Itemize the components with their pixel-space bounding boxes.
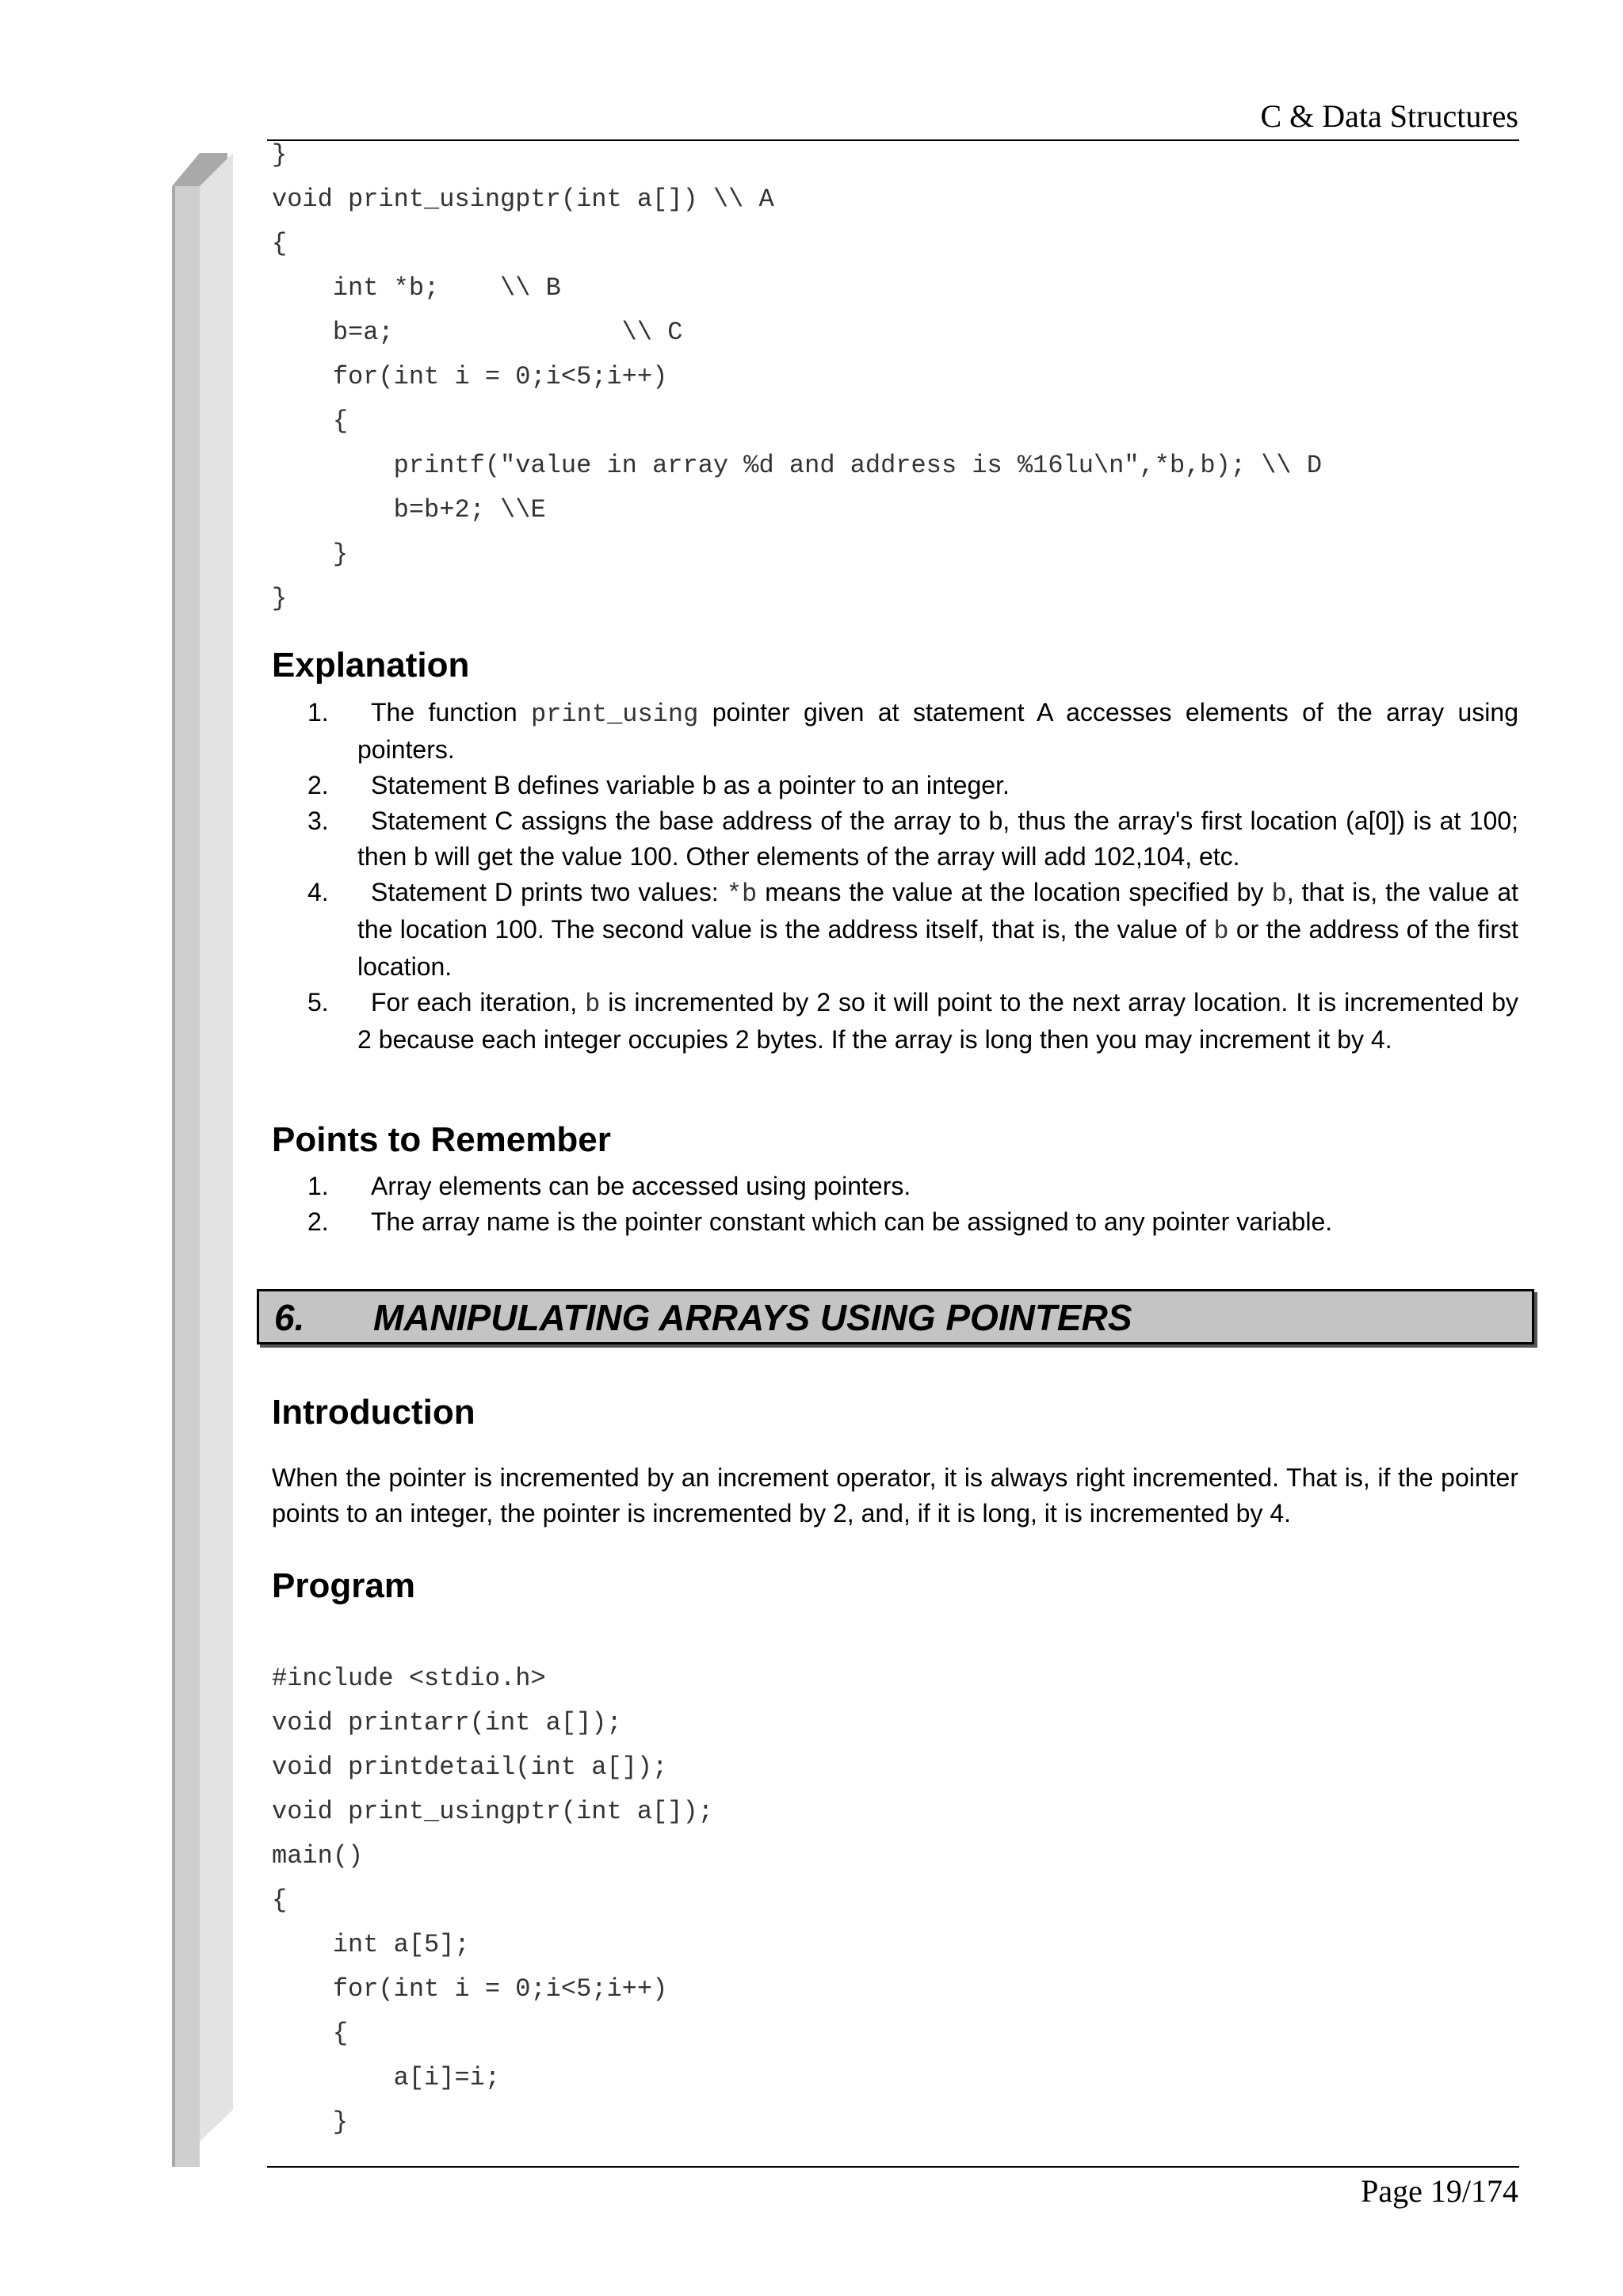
item-number: 4. [307,878,329,906]
running-header: C & Data Structures [1260,98,1518,134]
item-text [357,698,1518,764]
text-run: The function [371,698,532,727]
code-line: main() [272,1841,364,1871]
code-line: { [272,406,349,436]
item-text [357,878,1518,981]
item-text [357,807,1518,871]
item-number: 3. [307,807,329,835]
text-run: or the address of the first location. [357,915,1519,981]
code-line: int *b; \\ B [272,273,561,303]
inline-code: print_using [531,700,699,729]
text-run: means the value at the location specified by [757,878,1272,906]
code-line: void printarr(int a[]); [272,1708,622,1737]
footer-rule [267,2166,1519,2168]
list-item [272,1169,1518,1204]
code-line: for(int i = 0;i<5;i++) [272,362,668,391]
code-line: void print_usingptr(int a[]) \\ A [272,185,774,214]
text-run: pointer given at statement A accesses elements of the array using pointers. [357,698,1519,764]
text-run: Statement C assigns the base address of the array to b, thus the array's first location (a[0]) is at 100; then b will get the value 100. Other elements of the array will add 102,104, etc. [357,807,1518,871]
text-run: is incremented by 2 so it will point to the next array location. It is incremented by 2 because each integer occupies 2 bytes. If the array is long then you may increment it by 4. [357,988,1519,1054]
explanation-heading: Explanation [272,646,470,685]
page-number: Page 19/174 [1361,2173,1518,2209]
code-line: for(int i = 0;i<5;i++) [272,1974,668,2004]
explanation-list [272,695,1518,1058]
item-text [357,988,1518,1054]
introduction-heading: Introduction [272,1393,475,1432]
list-item [272,875,1518,985]
code-line: a[i]=i; [272,2063,501,2092]
inline-code: b [1213,917,1229,946]
program-heading: Program [272,1566,415,1605]
code-line: { [272,1886,288,1915]
item-number: 2. [307,771,329,799]
code-line: printf("value in array %d and address is %16lu\n",*b,b); \\ D [272,451,1323,480]
code-line: } [272,540,349,569]
code-line: b=b+2; \\E [272,495,546,524]
text-run: Statement D prints two values: [371,878,727,906]
list-item [272,985,1518,1058]
code-line: } [272,2107,349,2137]
text-run: , that is, the value at the location 100. The second value is the address itself, that is, the value of [357,878,1519,944]
code-line: } [272,140,288,170]
code-line: int a[5]; [272,1930,470,1959]
section-title: MANIPULATING ARRAYS USING POINTERS [373,1297,1132,1338]
section-heading [257,1289,1534,1344]
list-item [272,803,1518,875]
code-line: { [272,229,288,258]
code-listing-program [272,1657,713,2145]
list-item [272,695,1518,768]
item-number: 1. [307,698,329,727]
section-number: 6. [274,1297,305,1338]
code-line: b=a; \\ C [272,318,683,347]
code-line: void print_usingptr(int a[]); [272,1797,713,1826]
item-number: 1. [307,1172,329,1200]
code-line: #include <stdio.h> [272,1664,546,1693]
text-run: Statement B defines variable b as a pointer to an integer. [371,771,1010,799]
item-number: 2. [307,1207,329,1236]
text-run: For each iteration, [371,988,586,1016]
page-edge-bar [172,186,200,2167]
page-edge-face [200,153,233,2142]
code-line: void printdetail(int a[]); [272,1753,668,1782]
list-item [272,768,1518,803]
code-listing-top [272,133,1322,621]
item-text [357,771,1010,799]
points-heading: Points to Remember [272,1120,611,1159]
code-line: { [272,2019,349,2048]
item-text: The array name is the pointer constant which can be assigned to any pointer variable. [371,1207,1333,1236]
item-text: Array elements can be accessed using pointers. [371,1172,911,1200]
introduction-text: When the pointer is incremented by an increment operator, it is always right incremented. That is, if the pointer points to an integer, the pointer is incremented by 2, and, if it is long, it is incremented by 4. [272,1463,1518,1527]
points-list [272,1169,1518,1240]
inline-code: *b [726,879,758,909]
inline-code: b [1271,879,1287,909]
list-item [272,1204,1518,1240]
code-line: } [272,584,288,613]
inline-code: b [585,990,601,1019]
item-number: 5. [307,988,329,1016]
